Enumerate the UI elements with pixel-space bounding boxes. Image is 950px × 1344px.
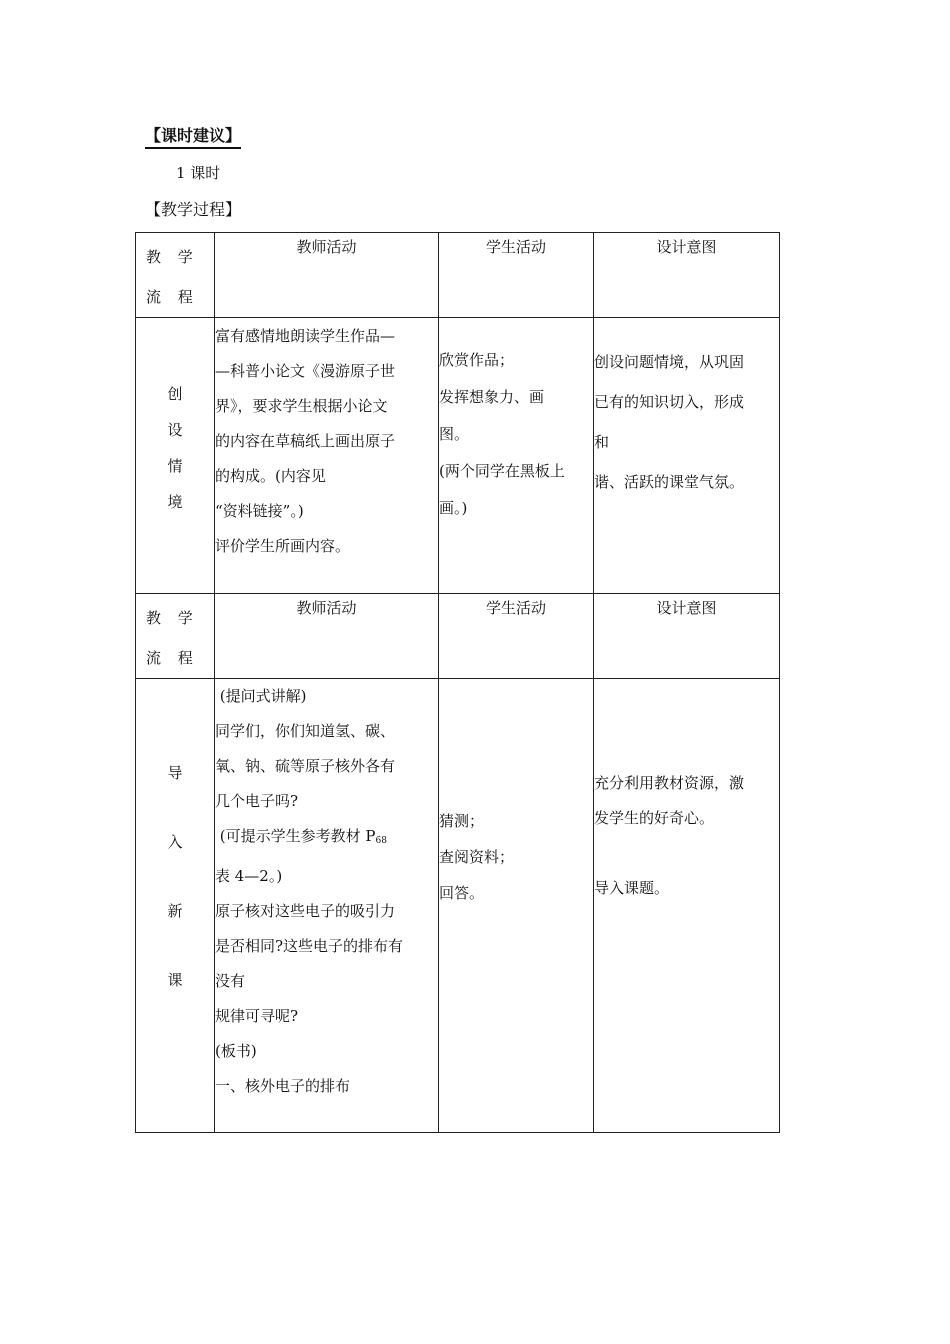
stage-char: 入 bbox=[167, 833, 183, 851]
stage-char: 创 bbox=[167, 385, 183, 403]
text-line: “资料链接”。) bbox=[215, 502, 304, 520]
teaching-process-table bbox=[135, 232, 780, 1133]
header-flow: 教 学 流 程 bbox=[136, 594, 215, 679]
text-line: 猜测； bbox=[439, 812, 485, 830]
stage-char: 情 bbox=[167, 457, 183, 475]
header-student-activity: 学生活动 bbox=[439, 233, 594, 318]
teacher-activity-cell bbox=[215, 679, 439, 1133]
text-line: 界》，要求学生根据小论文 bbox=[215, 397, 388, 415]
text-line: 富有感情地朗读学生作品— bbox=[215, 327, 396, 345]
header-teacher-activity: 教师活动 bbox=[215, 233, 439, 318]
text-line: 氧、钠、硫等原子核外各有 bbox=[215, 757, 396, 775]
header-flow: 教 学 流 程 bbox=[136, 233, 215, 318]
student-activity-cell bbox=[439, 318, 594, 594]
page-subscript: 68 bbox=[375, 836, 387, 846]
text-line: 充分利用教材资源，激 bbox=[594, 774, 745, 792]
table-row bbox=[136, 318, 780, 594]
text-line: 原子核对这些电子的吸引力 bbox=[215, 902, 396, 920]
text-line: (板书) bbox=[215, 1042, 257, 1060]
text-line: 是否相同?这些电子的排布有 bbox=[215, 937, 404, 955]
text-line: 图。 bbox=[439, 425, 470, 443]
text-line: 几个电子吗? bbox=[215, 792, 299, 810]
text-line: 发学生的好奇心。 bbox=[594, 809, 715, 827]
text-line: 查阅资料； bbox=[439, 848, 515, 866]
design-intent-cell bbox=[594, 318, 780, 594]
text-line: (提问式讲解) bbox=[215, 687, 307, 705]
text-line: 规律可寻呢? bbox=[215, 1007, 299, 1025]
text-line: 的构成。(内容见 bbox=[215, 467, 326, 485]
table-row bbox=[136, 679, 780, 1133]
header-design-intent: 设计意图 bbox=[594, 233, 780, 318]
section-title-teaching-process: 【教学过程】 bbox=[145, 200, 242, 219]
stage-char: 新 bbox=[167, 902, 183, 920]
text-line: 的内容在草稿纸上画出原子 bbox=[215, 432, 396, 450]
stage-char: 设 bbox=[167, 421, 183, 439]
text-line: 画。) bbox=[439, 499, 468, 517]
table-header-row bbox=[136, 233, 780, 318]
table-header-row bbox=[136, 594, 780, 679]
stage-cell bbox=[136, 679, 215, 1133]
hint-text: (可提示学生参考教材 P bbox=[215, 827, 376, 845]
text-line: 谐、活跃的课堂气氛。 bbox=[594, 473, 745, 491]
text-line bbox=[215, 819, 438, 859]
lesson-period: 1 课时 bbox=[176, 164, 221, 182]
stage-cell bbox=[136, 318, 215, 594]
header-teacher-activity: 教师活动 bbox=[215, 594, 439, 679]
text-line: 评价学生所画内容。 bbox=[215, 537, 351, 555]
stage-char: 导 bbox=[167, 764, 183, 782]
text-line: 已有的知识切入，形成 bbox=[594, 393, 745, 411]
student-activity-cell bbox=[439, 679, 594, 1133]
text-line: 导入课题。 bbox=[594, 879, 670, 897]
text-line: 发挥想象力、画 bbox=[439, 388, 545, 406]
text-line: 创设问题情境，从巩固 bbox=[594, 353, 745, 371]
text-line: 表 4—2。) bbox=[215, 867, 283, 885]
text-line: (两个同学在黑板上 bbox=[439, 462, 565, 480]
teacher-activity-cell bbox=[215, 318, 439, 594]
text-line: 回答。 bbox=[439, 884, 485, 902]
stage-char: 课 bbox=[167, 971, 183, 989]
text-line: —科普小论文《漫游原子世 bbox=[215, 362, 396, 380]
design-intent-cell bbox=[594, 679, 780, 1133]
text-line: 没有 bbox=[215, 972, 246, 990]
header-design-intent: 设计意图 bbox=[594, 594, 780, 679]
text-line: 一、核外电子的排布 bbox=[215, 1077, 351, 1095]
text-line: 和 bbox=[594, 433, 610, 451]
section-title-lesson-suggestion: 【课时建议】 bbox=[145, 126, 241, 149]
text-line bbox=[594, 836, 779, 871]
text-line: 同学们，你们知道氢、碳、 bbox=[215, 722, 396, 740]
text-line: 欣赏作品； bbox=[439, 351, 515, 369]
header-student-activity: 学生活动 bbox=[439, 594, 594, 679]
stage-char: 境 bbox=[167, 493, 183, 511]
